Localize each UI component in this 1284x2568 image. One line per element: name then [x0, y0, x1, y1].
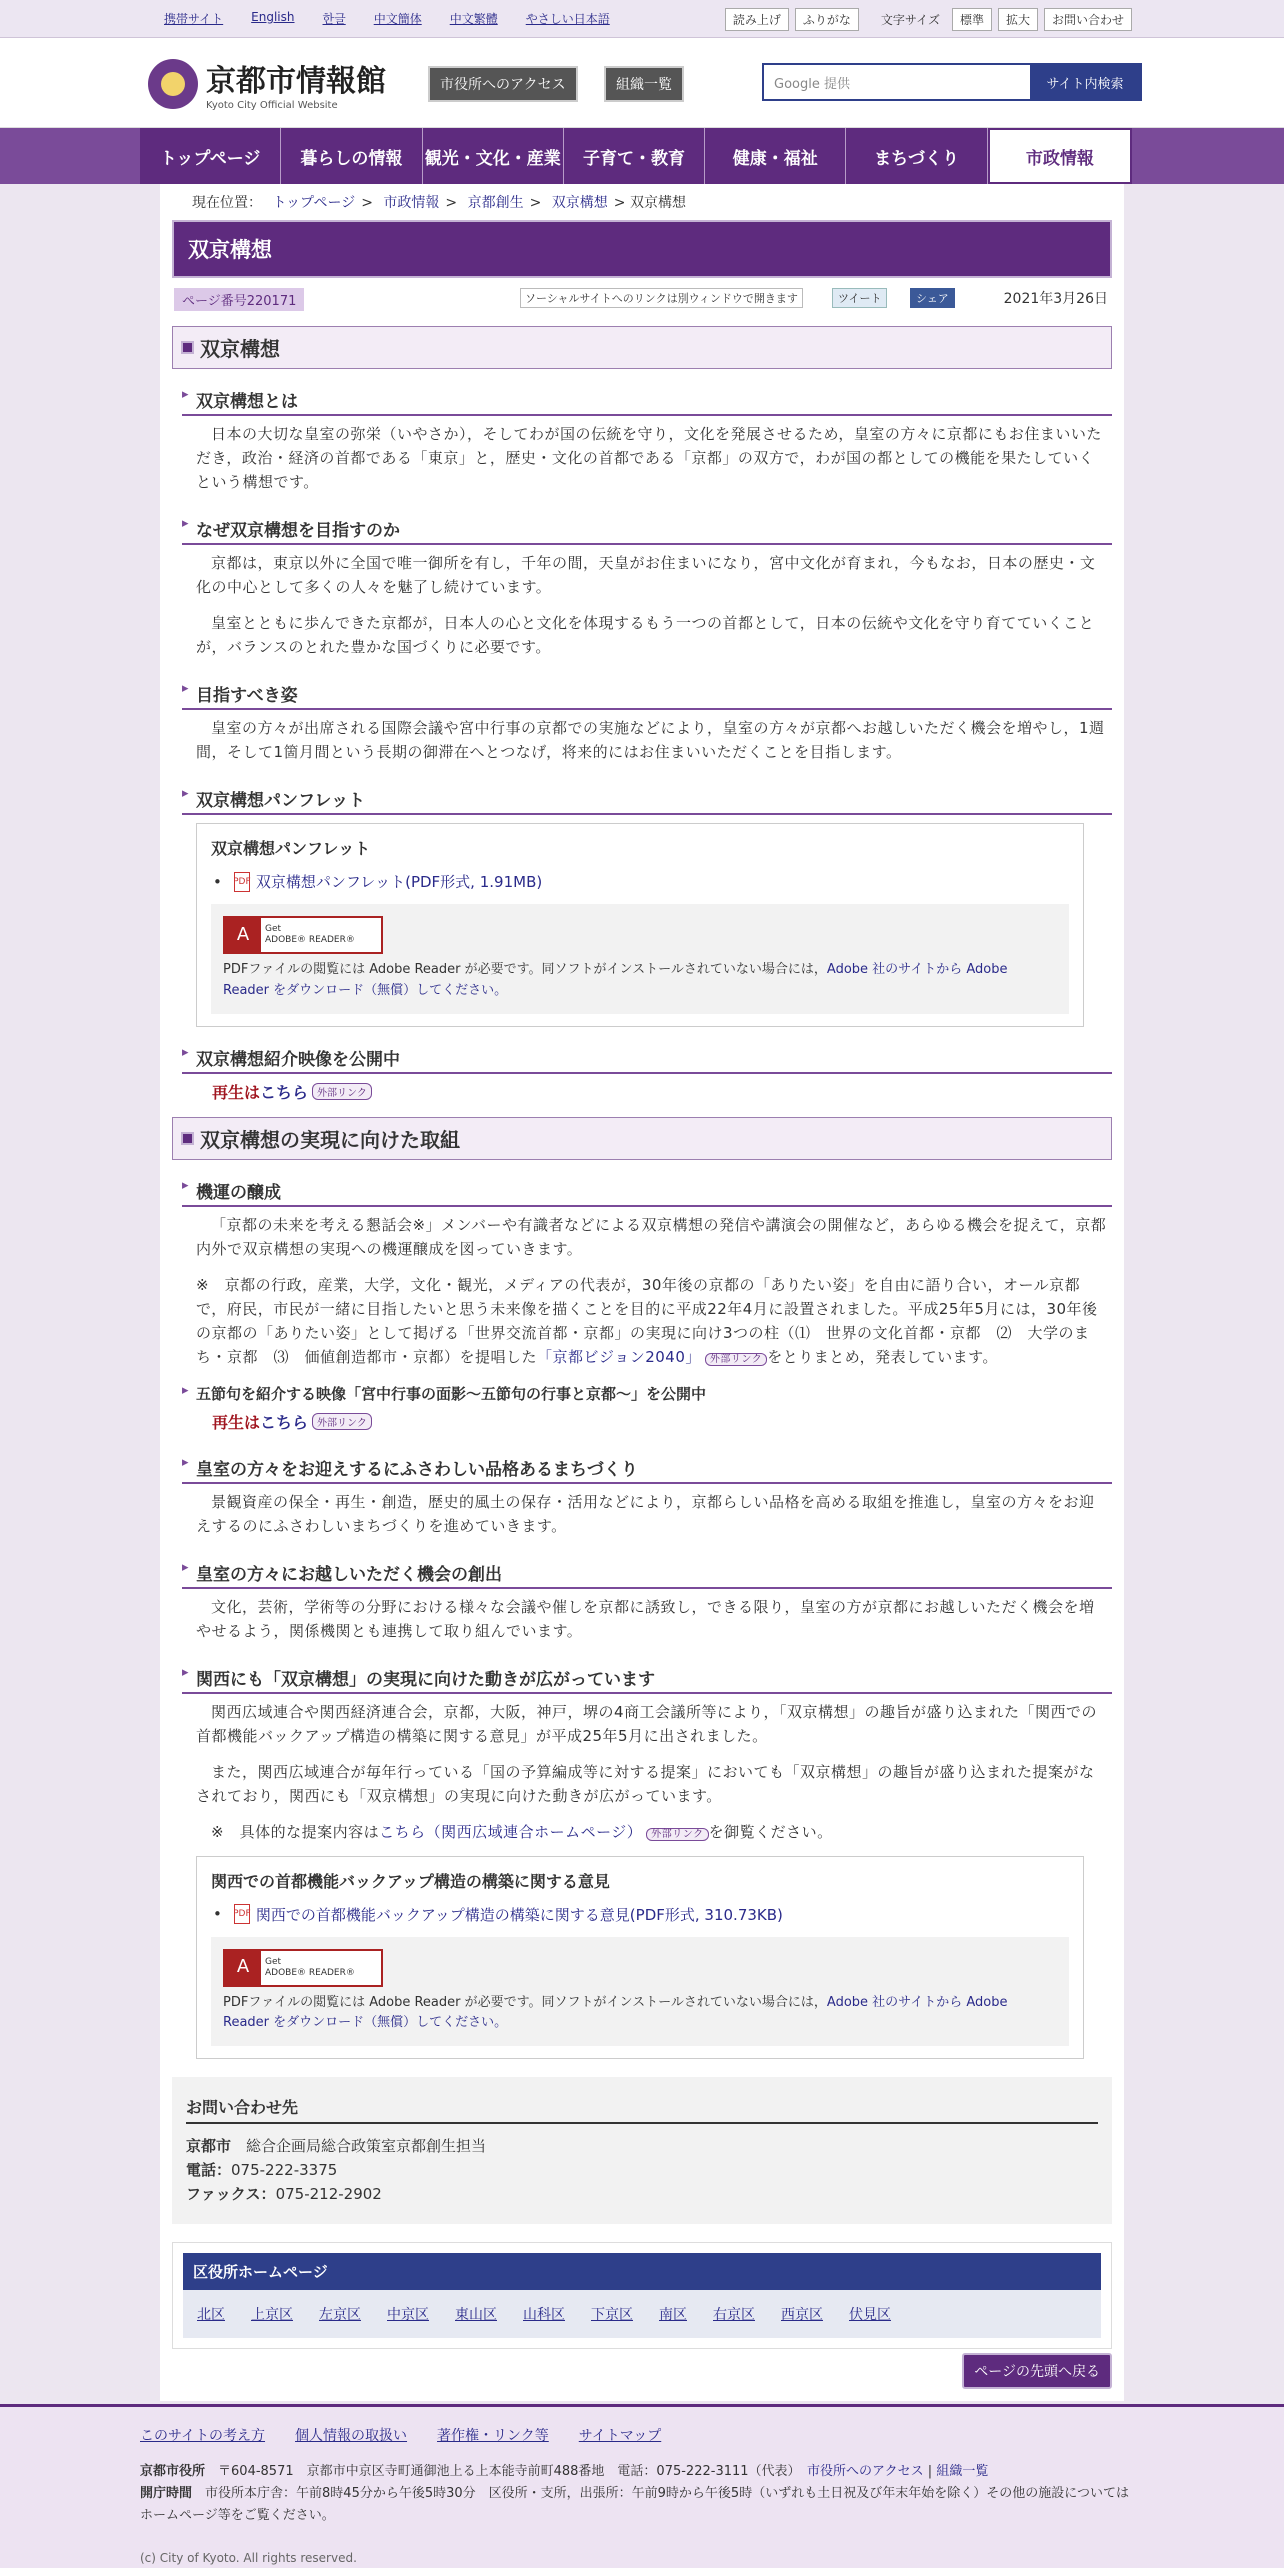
social-note: ソーシャルサイトへのリンクは別ウィンドウで開きます — [520, 288, 803, 308]
subheading: ▸ 機運の醸成 — [182, 1178, 1112, 1207]
nav-childcare[interactable]: 子育て・教育 — [564, 128, 705, 184]
external-link-icon: 外部リンク — [312, 1413, 372, 1430]
ward-link[interactable]: 左京区 — [319, 2307, 361, 2324]
ward-link[interactable]: 上京区 — [251, 2307, 293, 2324]
breadcrumb-kyoto-sosei[interactable]: 京都創生 — [467, 195, 524, 211]
main-content: 現在位置： トップページ > 市政情報 > 京都創生 > 双京構想 > 双京構想 双京構想 ページ番号220171 ソーシャルサイトへのリンクは別ウィンドウで開きます ツイート シェア 2021年3月26日 双京構想 ▸ 双京構想とは 日本の大切な皇室の弥栄（いやさか），そしてわが国の伝統を守り，文化を発展させるため，皇室の方々に京都にもお住まいいただき，政治・経済の首都である「東京」と，歴史・文化の首都である「京都」の双方で，わが国の都としての機能を果たしていくという構想です。 ▸ なぜ双京構想を目指すのか 京都は，東京以外に全国で唯一御所を有し，千年の間，天皇がお住まいになり，宮中文化が育まれ，今もなお，日本の歴史・文化の中心として多くの人々を魅了し続けています。 皇室とともに歩んできた京都が，日本人の心と文化を体現するもう一つの首都として，日本の伝統や文化を守り育てていくことが，バランスのとれた豊かな国づくりに必要です。 ▸ 目指すべき姿 皇室の方々が出席される国際会議や宮中行事の京都での実施などにより，皇室の方々が京都へお越しいただく機会を増やし，1週間，そして1箇月間という長期の御滞在へとつなげ，将来的にはお住まいいただくことを目指します。 ▸ 双京構想パンフレット 双京構想パンフレット • PDF 双京構想パンフレット(PDF形式, 1.91MB) A Get ADOBE® READER® PDFファイルの閲覧には Adobe Reader が必要です。同ソフトがインストールされていない場合には，Adobe 社のサイトから Adobe Reader をダウンロード（無償）してください。 ▸ 双京構想紹介映像を公開中 再生は こちら 外部リンク 双京構想の実現に向けた取組 ▸ 機運の醸成 「京都の未来を考える懇話会※」メンバーや有識者などによる双京構想の発信や講演会の開催など，あらゆる機会を捉えて，京都内外で双京構想の実現への機運醸成を図っていきます。 ※ 京都の行政，産業，大学，文化・観光，メディアの代表が，30年後の京都の「ありたい姿」を自由に語り合い，オール京都で，府民，市民が一緒に目指したいと思う未来像を描くことを目的に平成22年4月に設置されました。平成25年5月には，30年後の京都の「ありたい姿」として掲げる「世界交流首都・京都」の実現に向け3つの柱（⑴ 世界の文化首都・京都 ⑵ 大学のまち・京都 ⑶ 価値創造都市・京都）を提唱した「京都ビジョン2040」 外部リンク をとりまとめ，発表しています。 ▸ 五節句を紹介する映像「宮中行事の面影～五節句の行事と京都～」を公開中 再生は こちら 外部リンク ▸ 皇室の方々をお迎えするにふさわしい品格あるまちづくり 景観資産の保全・再生・創造，歴史的風土の保存・活用などにより，京都らしい品格を高める取組を推進し，皇室の方々をお迎えするのにふさわしいまちづくりを進めていきます。 ▸ 皇室の方々にお越しいただく機会の創出 文化，芸術，学術等の分野における様々な会議や催しを京都に誘致し，できる限り，皇室の方が京都にお越しいただく機会を増やせるよう，関係機関とも連携して取り組んでいます。 ▸ 関西にも「双京構想」の実現に向けた動きが広がっています 関西広域連合や関西経済連合会，京都，大阪，神戸，堺の4商工会議所等により，「双京構想」の趣旨が盛り込まれた「関西での首都機能バックアップ構造の構築に関する意見」が平成25年5月に出されました。 また，関西広域連合が毎年行っている「国の予算編成等に対する提案」においても「双京構想」の趣旨が盛り込まれた提案がなされており，関西にも「双京構想」の実現に向けた動きが広がっています。 ※ 具体的な提案内容はこちら（関西広域連合ホームページ） 外部リンク を御覧ください。 関西での首都機能バックアップ構造の構築に関する意見 • PDF 関西での首都機能バックアップ構造の構築に関する意見(PDF形式, 310.73KB) A Get ADOBE® READER® PDFファイルの閲覧には Adobe Reader が必要です。同ソフトがインストールされていない場合には，Adobe 社のサイトから Adobe Reader をダウンロード（無償）してください。 お問い合わせ先 京都市 総合企画局総合政策室京都創生担当 電話：075-222-3375 ファックス：075-212-2902 区役所ホームページ 北区 上京区 左京区 中京区 東山区 山科区 下京区 南区 右京区 西京区 伏見区 ページの先頭へ戻る — [160, 184, 1124, 2401]
get-adobe-reader-button[interactable]: A Get ADOBE® READER® — [223, 1949, 383, 1987]
section-heading: 双京構想の実現に向けた取組 — [172, 1117, 1112, 1160]
search-button[interactable]: サイト内検索 — [1030, 65, 1140, 99]
util-link-easy-japanese[interactable]: やさしい日本語 — [525, 12, 610, 26]
search-input[interactable]: Google 提供 — [774, 76, 850, 92]
breadcrumb-current: 双京構想 — [629, 195, 686, 211]
ward-heading: 区役所ホームページ — [183, 2253, 1101, 2290]
breadcrumb-soukyo[interactable]: 双京構想 — [551, 195, 608, 211]
util-link-chinese-traditional[interactable]: 中文繁體 — [449, 12, 498, 26]
subheading: ▸ 目指すべき姿 — [182, 681, 1112, 710]
ward-link[interactable]: 山科区 — [523, 2307, 565, 2324]
contact-button[interactable]: お問い合わせ — [1044, 8, 1132, 31]
font-large-button[interactable]: 拡大 — [998, 8, 1038, 31]
ward-link[interactable]: 南区 — [659, 2307, 687, 2324]
page-title: 双京構想 — [172, 220, 1112, 278]
util-link-english[interactable]: English — [251, 10, 295, 24]
nav-tourism[interactable]: 観光・文化・産業 — [423, 128, 564, 184]
paragraph: 景観資産の保全・再生・創造，歴史的風土の保存・活用などにより，京都らしい品格を高める取組を推進し，皇室の方々をお迎えするのにふさわしいまちづくりを進めていきます。 — [196, 1492, 1095, 1535]
paragraph: 文化，芸術，学術等の分野における様々な会議や催しを京都に誘致し，できる限り，皇室の方が京都にお越しいただく機会を増やせるよう，関係機関とも連携して取り組んでいます。 — [196, 1597, 1095, 1640]
tweet-button[interactable]: ツイート — [832, 288, 887, 308]
site-search — [762, 63, 1142, 101]
paragraph: 日本の大切な皇室の弥栄（いやさか），そしてわが国の伝統を守り，文化を発展させるため，皇室の方々に京都にもお住まいいただき，政治・経済の首都である「東京」と，歴史・文化の首都である「京都」の双方で，わが国の都としての機能を果たしていくという構想です。 — [196, 425, 1102, 491]
pdf-icon: PDF — [234, 1904, 250, 1924]
adobe-icon: A — [225, 918, 261, 952]
adobe-icon: A — [225, 1951, 261, 1985]
facebook-share-button[interactable]: シェア — [910, 288, 955, 308]
footer-link-policy[interactable]: このサイトの考え方 — [140, 2428, 266, 2444]
kansai-link[interactable]: こちら（関西広域連合ホームページ） — [379, 1822, 643, 1841]
nav-living[interactable]: 暮らしの情報 — [281, 128, 422, 184]
furigana-button[interactable]: ふりがな — [795, 8, 859, 31]
nav-top[interactable]: トップページ — [140, 128, 281, 184]
subheading: ▸ 双京構想とは — [182, 387, 1112, 416]
contact-heading: お問い合わせ先 — [186, 2095, 1098, 2124]
font-standard-button[interactable]: 標準 — [952, 8, 992, 31]
subheading: ▸ なぜ双京構想を目指すのか — [182, 516, 1112, 545]
copyright: (c) City of Kyoto. All rights reserved. — [140, 2551, 357, 2565]
footer-link-privacy[interactable]: 個人情報の取扱い — [295, 2428, 408, 2444]
util-link-mobile[interactable]: 携帯サイト — [164, 12, 224, 26]
vision-2040-link[interactable]: 「京都ビジョン2040」 — [537, 1347, 701, 1366]
adobe-download-link[interactable]: Adobe 社のサイトから Adobe Reader をダウンロード（無償）してください。 — [223, 962, 1008, 998]
footer-link-sitemap[interactable]: サイトマップ — [578, 2428, 662, 2444]
paragraph: ※ 京都の行政，産業，大学，文化・観光，メディアの代表が，30年後の京都の「ありたい姿」を自由に語り合い，オール京都で，府民，市民が一緒に目指したいと思う未来像を描くことを目的に平成22年4月に設置されました。平成25年5月には，30年後の京都の「ありたい姿」として掲げる「世界交流首都・京都」の実現に向け3つの柱（⑴ 世界の文化首都・京都 ⑵ 大学のまち・京都 ⑶ 価値創造都市・京都）を提唱した「京都ビジョン2040」 外部リンク をとりまとめ，発表しています。 — [196, 1275, 1098, 1366]
font-size-label: 文字サイズ — [880, 13, 940, 27]
contact-box: お問い合わせ先 京都市 総合企画局総合政策室京都創生担当 電話：075-222-3375 ファックス：075-212-2902 — [172, 2077, 1112, 2224]
section-heading: 双京構想 — [172, 326, 1112, 369]
ward-link[interactable]: 伏見区 — [849, 2307, 891, 2324]
gosekku-video-link[interactable]: こちら — [260, 1412, 309, 1432]
utility-controls — [719, 8, 1132, 31]
pamphlet-box: 双京構想パンフレット • PDF 双京構想パンフレット(PDF形式, 1.91MB) A Get ADOBE® READER® PDFファイルの閲覧には Adobe Reader が必要です。同ソフトがインストールされていない場合には，Adobe 社のサイトから Adobe Reader をダウンロード（無償）してください。 — [196, 823, 1084, 1027]
back-to-top-button[interactable]: ページの先頭へ戻る — [962, 2353, 1112, 2389]
paragraph: また，関西広域連合が毎年行っている「国の予算編成等に対する提案」においても「双京構想」の趣旨が盛り込まれた提案がなされており，関西にも「双京構想」の実現に向けた動きが広がっています。 — [196, 1762, 1095, 1805]
footer-org-link[interactable]: 組織一覧 — [936, 2464, 989, 2479]
language-links — [150, 10, 624, 27]
subheading: ▸ 皇室の方々にお越しいただく機会の創出 — [182, 1560, 1112, 1589]
org-list-button[interactable]: 組織一覧 — [604, 66, 684, 102]
paragraph: 京都は，東京以外に全国で唯一御所を有し，千年の間，天皇がお住まいになり，宮中文化が育まれ，今もなお，日本の歴史・文化の中心として多くの人々を魅了し続けています。 — [196, 554, 1096, 596]
site-header — [0, 38, 1284, 128]
ward-links — [172, 2242, 1112, 2349]
adobe-notice: A Get ADOBE® READER® PDFファイルの閲覧には Adobe Reader が必要です。同ソフトがインストールされていない場合には，Adobe 社のサイトから Adobe Reader をダウンロード（無償）してください。 — [211, 1937, 1069, 2047]
site-title: 京都市情報館 — [206, 64, 386, 99]
subheading: ▸ 双京構想紹介映像を公開中 — [182, 1045, 1112, 1074]
adobe-notice: A Get ADOBE® READER® PDFファイルの閲覧には Adobe Reader が必要です。同ソフトがインストールされていない場合には，Adobe 社のサイトから Adobe Reader をダウンロード（無償）してください。 — [211, 904, 1069, 1014]
paragraph: 皇室とともに歩んできた京都が，日本人の心と文化を体現するもう一つの首都として，日本の伝統や文化を守り育てていくことが，バランスのとれた豊かな国づくりに必要です。 — [196, 614, 1095, 656]
nav-town[interactable]: まちづくり — [846, 128, 987, 184]
pdf-link[interactable]: 関西での首都機能バックアップ構造の構築に関する意見(PDF形式, 310.73KB) — [255, 1905, 783, 1924]
ward-link[interactable]: 中京区 — [387, 2307, 429, 2324]
paragraph: ※ 具体的な提案内容はこちら（関西広域連合ホームページ） 外部リンク を御覧ください。 — [211, 1822, 833, 1841]
ward-link[interactable]: 西京区 — [781, 2307, 823, 2324]
footer-access-link[interactable]: 市役所へのアクセス — [807, 2464, 924, 2479]
paragraph: 皇室の方々が出席される国際会議や宮中行事の京都での実施などにより，皇室の方々が京都へお越しいただく機会を増やし，1週間，そして1箇月間という長期の御滞在へとつなげ，将来的にはお住まいいただくことを目指します。 — [196, 719, 1105, 761]
contact-tel: 075-222-3375 — [231, 2161, 338, 2180]
subheading: ▸ 皇室の方々をお迎えするにふさわしい品格あるまちづくり — [182, 1455, 1112, 1484]
nav-health[interactable]: 健康・福祉 — [705, 128, 846, 184]
external-link-icon: 外部リンク — [312, 1083, 372, 1100]
subheading: ▸ 五節句を紹介する映像「宮中行事の面影～五節句の行事と京都～」を公開中 — [182, 1383, 1112, 1404]
breadcrumb: 現在位置： トップページ > 市政情報 > 京都創生 > 双京構想 > 双京構想 — [192, 195, 686, 211]
site-footer: このサイトの考え方 個人情報の取扱い 著作権・リンク等 サイトマップ 京都市役所 〒604-8571 京都市中京区寺町通御池上る上本能寺前町488番地 電話：075-222-3111（代表） 市役所へのアクセス | 組織一覧 開庁時間 市役所本庁舎：午前8時45分から午後5時30分 区役所・支所，出張所：午前9時から午後5時（いずれも土日祝及び年末年始を除く）その他の施設についてはホームページ等をご覧ください。 (c) City of Kyoto. All rights reserved. — [0, 2404, 1284, 2568]
utility-bar — [0, 0, 1284, 38]
subheading: ▸ 関西にも「双京構想」の実現に向けた動きが広がっています — [182, 1665, 1112, 1694]
access-button[interactable]: 市役所へのアクセス — [428, 66, 578, 102]
breadcrumb-top[interactable]: トップページ — [272, 195, 356, 211]
subheading: ▸ 双京構想パンフレット — [182, 786, 1112, 815]
util-link-chinese-simplified[interactable]: 中文簡体 — [373, 12, 422, 26]
page-date: 2021年3月26日 — [1003, 291, 1108, 307]
pdf-link[interactable]: 双京構想パンフレット(PDF形式, 1.91MB) — [255, 873, 543, 891]
page-number: ページ番号220171 — [174, 288, 304, 311]
read-aloud-button[interactable]: 読み上げ — [725, 8, 789, 31]
contact-fax: 075-212-2902 — [275, 2185, 382, 2204]
nav-city-info[interactable]: 市政情報 — [988, 128, 1132, 184]
get-adobe-reader-button[interactable]: A Get ADOBE® READER® — [223, 916, 383, 954]
ward-link[interactable]: 右京区 — [713, 2307, 755, 2324]
ward-link[interactable]: 東山区 — [455, 2307, 497, 2324]
kansai-box: 関西での首都機能バックアップ構造の構築に関する意見 • PDF 関西での首都機能バックアップ構造の構築に関する意見(PDF形式, 310.73KB) A Get ADOBE® READER® PDFファイルの閲覧には Adobe Reader が必要です。同ソフトがインストールされていない場合には，Adobe 社のサイトから Adobe Reader をダウンロード（無償）してください。 — [196, 1856, 1084, 2060]
footer-link-copyright[interactable]: 著作権・リンク等 — [437, 2428, 549, 2444]
adobe-download-link[interactable]: Adobe 社のサイトから Adobe Reader をダウンロード（無償）してください。 — [223, 1994, 1008, 2031]
paragraph: 「京都の未来を考える懇話会※」メンバーや有識者などによる双京構想の発信や講演会の開催など，あらゆる機会を捉えて，京都内外で双京構想の実現への機運醸成を図っていきます。 — [196, 1215, 1107, 1258]
ward-link[interactable]: 北区 — [197, 2307, 225, 2324]
video-link[interactable]: こちら — [260, 1082, 309, 1102]
site-subtitle: Kyoto City Official Website — [206, 100, 338, 111]
util-link-korean[interactable]: 한글 — [322, 12, 346, 26]
breadcrumb-city-info[interactable]: 市政情報 — [383, 195, 440, 211]
paragraph: 関西広域連合や関西経済連合会，京都，大阪，神戸，堺の4商工会議所等により，「双京構想」の趣旨が盛り込まれた「関西での首都機能バックアップ構造の構築に関する意見」が平成25年5月に出されました。 — [196, 1702, 1098, 1745]
city-emblem-icon — [148, 59, 198, 109]
global-nav — [0, 128, 1284, 184]
pdf-icon: PDF — [234, 872, 250, 892]
ward-link[interactable]: 下京区 — [591, 2307, 633, 2324]
site-logo[interactable] — [148, 56, 386, 111]
